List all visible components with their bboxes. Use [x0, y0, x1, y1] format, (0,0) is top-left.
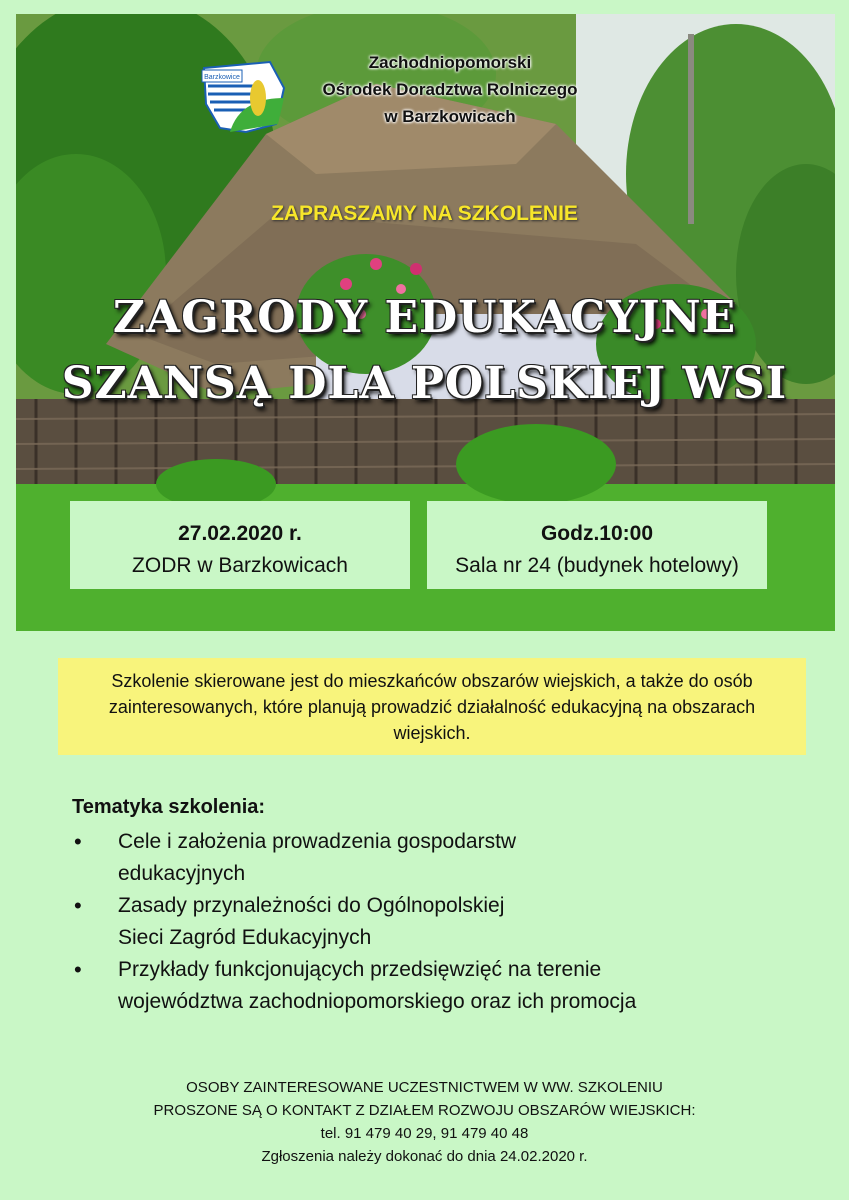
list-item [72, 954, 792, 1018]
topic-text: Przykłady funkcjonujących przedsięwzięć na terenie [118, 958, 602, 981]
event-title-line-1: ZAGRODY EDUKACYJNE [112, 292, 737, 343]
topic-text-cont: województwa zachodniopomorskiego oraz ich promocja [118, 990, 637, 1013]
bullet-icon: • [74, 893, 82, 918]
audience-notice: Szkolenie skierowane jest do mieszkańców obszarów wiejskich, a także do osób zainteresowanych, które planują prowadzić działalność edukacyjną na obszarach wiejskich. [58, 658, 806, 755]
org-line-2: Ośrodek Doradztwa Rolniczego [322, 80, 578, 99]
bullet-icon: • [74, 957, 82, 982]
contact-footer [0, 1076, 849, 1168]
invite-heading: ZAPRASZAMY NA SZKOLENIE [271, 202, 578, 225]
topics-list [72, 826, 792, 1018]
logo-map-icon [200, 58, 288, 136]
bullet-icon: • [74, 829, 82, 854]
topic-text: Cele i założenia prowadzenia gospodarstw [118, 830, 517, 853]
org-line-3: w Barzkowicach [384, 107, 516, 126]
topic-text: Zasady przynależności do Ogólnopolskiej [118, 894, 505, 917]
date-place-box [70, 501, 410, 589]
topics-heading: Tematyka szkolenia: [72, 796, 266, 818]
zodr-logo [200, 58, 288, 141]
footer-deadline: Zgłoszenia należy dokonać do dnia 24.02.2020 r. [261, 1148, 588, 1165]
event-place: ZODR w Barzkowicach [132, 554, 348, 577]
event-time: Godz.10:00 [540, 522, 654, 545]
organization-name [283, 49, 617, 130]
org-line-1: Zachodniopomorski [368, 53, 532, 72]
footer-phone: tel. 91 479 40 29, 91 479 40 48 [320, 1125, 529, 1142]
footer-line-2: PROSZONE SĄ O KONTAKT Z DZIAŁEM ROZWOJU OBSZARÓW WIEJSKICH: [153, 1102, 696, 1119]
topic-text-cont: edukacyjnych [118, 862, 246, 885]
event-date: 27.02.2020 r. [178, 522, 302, 545]
event-room: Sala nr 24 (budynek hotelowy) [455, 554, 739, 577]
svg-text:Barzkowice: Barzkowice [204, 74, 240, 81]
event-title-line-2: SZANSĄ DLA POLSKIEJ WSI [61, 358, 788, 409]
footer-line-1: OSOBY ZAINTERESOWANE UCZESTNICTWEM W WW. SZKOLENIU [186, 1079, 663, 1096]
list-item [72, 826, 792, 890]
time-room-box [427, 501, 767, 589]
topic-text-cont: Sieci Zagród Edukacyjnych [118, 926, 372, 949]
list-item [72, 890, 792, 954]
